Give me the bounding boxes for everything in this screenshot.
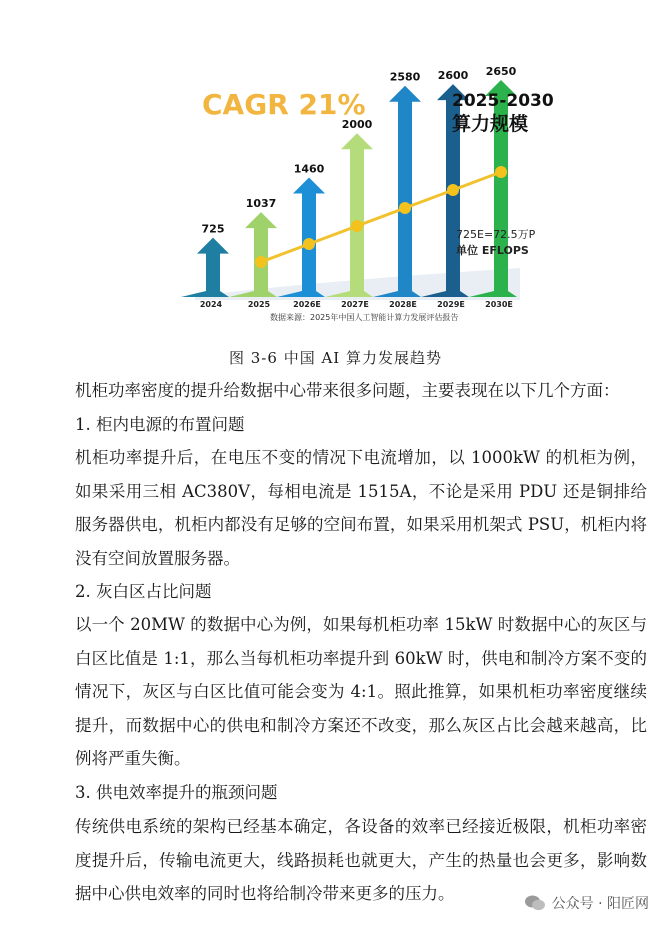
section-heading-2: 2. 灰白区占比问题 [75,582,212,601]
bar-value-label: 2580 [389,70,421,84]
x-tick-label: 2030E [485,300,513,309]
bar-value-label: 2650 [485,65,517,78]
paragraph-2: 以一个 20MW 的数据中心为例，如果每机柜功率 15kW 时数据中心的灰区与白区比值是 1:1，那么当每机柜功率提升到 60kW 时，供电和制冷方案不变的情况下，灰区与白区比值可能会变为 4:1。照此推算，如果机柜功率密度继续提升，而数据中心的供电和制冷方案还不改变，那么灰区占比会越来越高，比例将严重失衡。 [75,615,647,768]
paragraph-1: 机柜功率提升后，在电压不变的情况下电流增加，以 1000kW 的机柜为例，如果采用三相 AC380V，每相电流是 1515A，不论是采用 PDU 还是铜排给服务器供电，机柜内都没有足够的空间布置，如果采用机架式 PSU，机柜内将没有空间放置服务器。 [75,448,647,568]
bar-arrow-2028E [373,100,421,297]
bar-arrowhead-2026E [293,177,325,193]
trend-point [351,220,363,232]
section-heading-3: 3. 供电效率提升的瓶颈问题 [75,783,278,802]
paragraph-3: 传统供电系统的架构已经基本确定，各设备的效率已经接近极限，机柜功率密度提升后，传输电流更大，线路损耗也就更大，产生的热量也会更多，影响数据中心供电效率的同时也将给制冷带来更多的压力。 [75,817,647,903]
wechat-icon [524,894,546,912]
bar-value-label: 2000 [341,118,373,132]
bar-arrowhead-2027E [341,133,373,149]
trend-point [495,166,507,178]
x-tick-label: 2028E [389,300,417,309]
bar-arrowhead-2028E [389,86,421,102]
chart-note-line2: 单位 EFLOPS [456,244,529,257]
watermark-text: 公众号 · 阳匠网 [551,896,649,912]
bar-arrowhead-2024 [197,238,229,254]
chart-title-line1: 2025-2030 [452,91,554,111]
bar-arrow-2025 [229,226,277,297]
trend-point [447,184,459,196]
x-tick-label: 2027E [341,300,369,309]
cagr-label: CAGR 21% [202,88,366,121]
bar-arrowhead-2025 [245,212,277,228]
ai-compute-chart [0,0,671,340]
trend-point [399,202,411,214]
trend-point [255,256,267,268]
watermark [524,893,649,913]
intro-paragraph: 机柜功率密度的提升给数据中心带来很多问题，主要表现在以下几个方面： [75,381,620,400]
bar-arrow-2026E [277,191,325,297]
bar-value-label: 1460 [293,162,325,176]
bar-arrow-2024 [181,252,229,297]
chart-title-line2: 算力规模 [452,113,529,135]
x-tick-label: 2024 [199,300,223,309]
bar-value-label: 2600 [437,69,469,83]
x-tick-label: 2025 [247,300,271,309]
bar-value-label: 1037 [245,197,277,211]
trend-point [303,238,315,250]
bar-value-label: 725 [201,222,225,236]
chart-note-line1: 725E=72.5万P [456,228,536,241]
x-tick-label: 2029E [437,300,465,309]
figure-caption: 图 3-6 中国 AI 算力发展趋势 [229,349,442,367]
x-tick-label: 2026E [293,300,321,309]
chart-source: 数据来源：2025年中国人工智能计算力发展评估报告 [270,313,459,322]
section-heading-1: 1. 柜内电源的布置问题 [75,415,245,434]
